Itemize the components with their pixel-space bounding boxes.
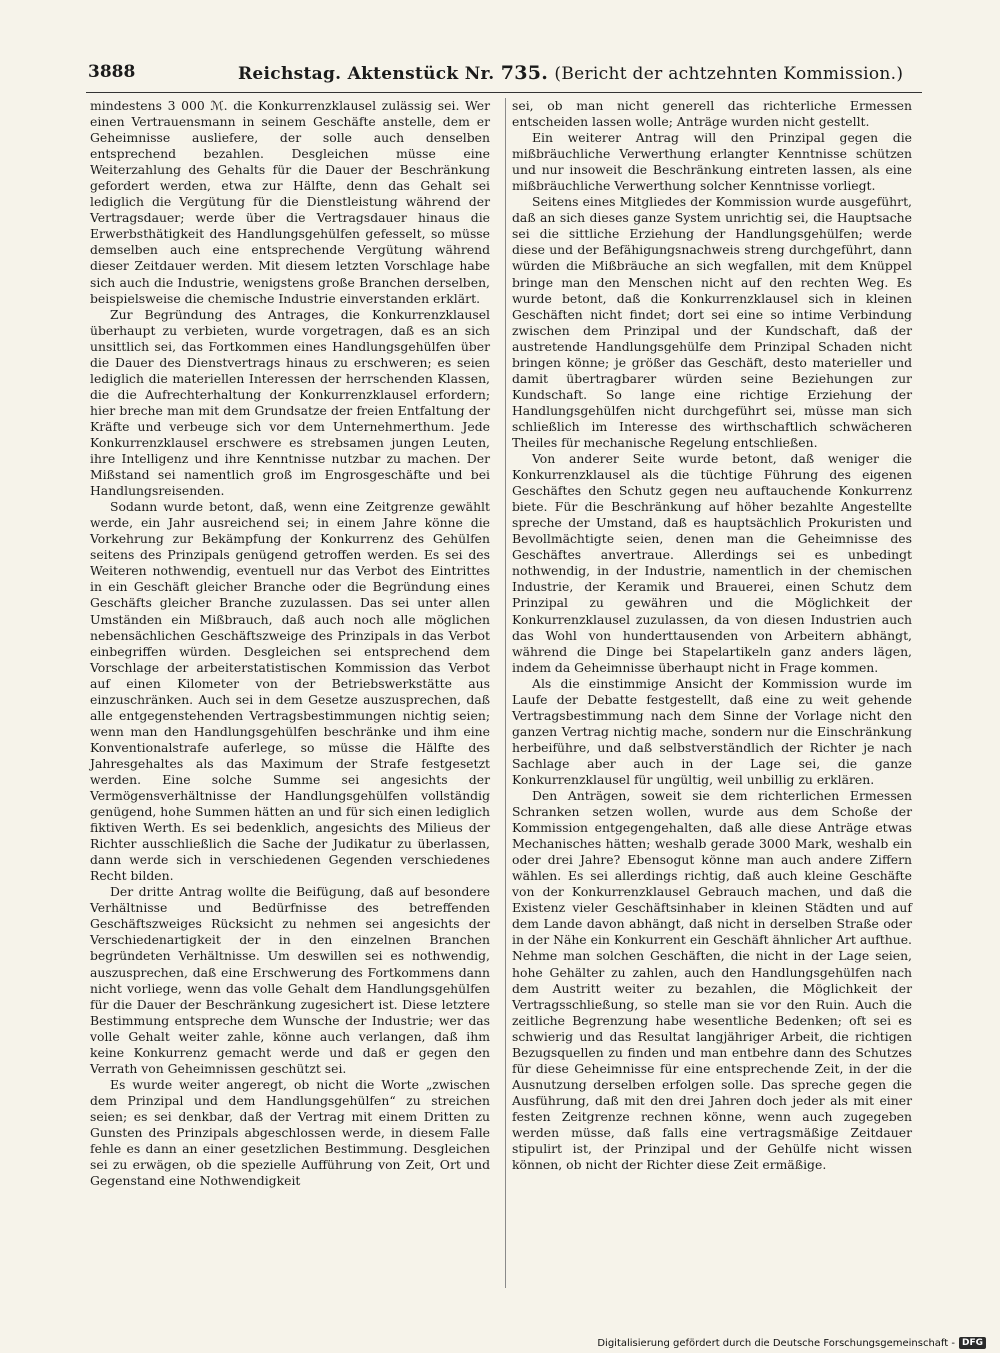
paragraph: Sodann wurde betont, daß, wenn eine Zeitgrenze gewählt werde, ein Jahr ausreichend sei; in einem Jahre könne die Vorkehrung zur Bekämpfung der Konkurrenz des Gehülfen seitens des Prinzipals genügend getroffen werden. Es sei des Weiteren nothwendig, eventuell nur das Verbot des Eintrittes in ein Geschäft gleicher Branche oder die Begründung eines Geschäfts gleicher Branche zuzulassen. Das sei unter allen Umständen ein Mißbrauch, daß auch noch alle möglichen nebensächlichen Geschäftszweige des Prinzipals in das Verbot einbegriffen würden. Desgleichen sei entsprechend dem Vorschlage der arbeiterstatistischen Kommission das Verbot auf einen Kilometer von der Betriebswerkstätte aus einzuschränken. Auch sei in dem Gesetze auszusprechen, daß alle entgegenstehenden Vertragsbestimmungen nichtig seien; wenn man den Handlungsgehülfen beschränke und ihm eine Konventionalstrafe auferlege, so müsse die Hälfte des Jahresgehaltes als das Maximum der Strafe festgesetzt werden. Eine solche Summe sei angesichts der Vermögensverhältnisse der Handlungsgehülfen vollständig genügend, hohe Summen hätten an und für sich einen lediglich fiktiven Werth. Es sei bedenklich, angesichts des Milieus der Richter ausschließlich die Sache der Judikatur zu überlassen, dann werde sich in verschiedenen Gegenden verschiedenes Recht bilden. — [90, 499, 491, 884]
paragraph: Der dritte Antrag wollte die Beifügung, daß auf besondere Verhältnisse und Bedürfnisse des betreffenden Geschäftszweiges Rücksicht zu nehmen sei angesichts der Verschiedenartigkeit der in den einzelnen Branchen begründeten Verhältnisse. Um deswillen sei es nothwendig, auszusprechen, daß eine Erschwerung des Fortkommens dann nicht vorliege, wenn das volle Gehalt dem Handlungsgehülfen für die Dauer der Beschränkung zugesichert ist. Diese letztere Bestimmung entspreche dem Wunsche der Industrie; wer das volle Gehalt weiter zahle, könne auch verlangen, daß ihm keine Konkurrenz gemacht werde und daß er gegen den Verrath von Geheimnissen geschützt sei. — [90, 884, 490, 1076]
paragraph: Es wurde weiter angeregt, ob nicht die Worte „zwischen dem Prinzipal und dem Handlungsgehülfen“ zu streichen seien; es sei denkbar, daß der Vertrag mit einem Dritten zu Gunsten des Prinzipals abgeschlossen werde, in diesem Falle fehle es dann an einer gesetzlichen Bestimmung. Desgleichen sei zu erwägen, ob die spezielle Aufführung von Zeit, Ort und Gegenstand eine Nothwendigkeit — [90, 1076, 490, 1189]
paragraph: mindestens 3 000 ℳ. die Konkurrenzklausel zulässig sei. Wer einen Vertrauensmann in seinem Geschäfte anstelle, dem er Geheimnisse ausliefere, der solle auch denselben entsprechend bezahlen. Desgleichen müsse eine Weiterzahlung des Gehalts für die Dauer der Beschränkung gefordert werden, etwa zur Hälfte, denn das Gehalt sei lediglich die Vergütung für die Dienstleistung während der Vertragsdauer; werde über die Vertragsdauer hinaus die Erwerbsthätigkeit des Handlungsgehülfen gefesselt, so müsse demselben auch eine entsprechende Vergütung während dieser Zeitdauer werden. Mit diesem letzten Vorschlage habe sich auch die Industrie, wenigstens große Branchen derselben, beispielsweise die chemische Industrie einverstanden erklärt. — [90, 98, 490, 306]
running-title — [238, 62, 903, 84]
paragraph: Als die einstimmige Ansicht der Kommission wurde im Laufe der Debatte festgestellt, daß eine zu weit gehende Vertragsbestimmung nach dem Sinne der Vorlage nicht den ganzen Vertrag nichtig mache, sondern nur die Einschränkung herbeiführe, und daß selbstverständlich der Richter je nach Sachlage aber auch in der Lage sei, die ganze Konkurrenzklausel für ungültig, weil unbillig zu erklären. — [512, 675, 912, 787]
running-title-text: Reichstag. Aktenstück Nr. — [238, 64, 495, 84]
paragraph: Zur Begründung des Antrages, die Konkurrenzklausel überhaupt zu verbieten, wurde vorgetragen, daß es an sich unsittlich sei, das Fortkommen eines Handlungsgehülfen über die Dauer des Dienstvertrags hinaus zu erschweren; es seien lediglich die materiellen Interessen der herrschenden Klassen, die die Aufrechterhaltung der Konkurrenzklausel erfordern; hier breche man mit dem Grundsatze der freien Entfaltung der Kräfte und verbeuge sich vor dem Unternehmerthum. Jede Konkurrenzklausel erschwere es strebsamen jungen Leuten, ihre Intelligenz und ihre Kenntnisse nutzbar zu machen. Der Mißstand sei namentlich groß im Engrosgeschäfte und bei Handlungsreisenden. — [90, 306, 490, 499]
digitization-credit — [597, 1337, 986, 1349]
page-header — [88, 60, 918, 88]
paragraph: sei, ob man nicht generell das richterliche Ermessen entscheiden lassen wolle; Anträge wurden nicht gestellt. — [512, 98, 912, 130]
paragraph: Den Anträgen, soweit sie dem richterlichen Ermessen Schranken setzen wollen, wurde aus dem Schoße der Kommission entgegengehalten, daß alle diese Anträge etwas Mechanisches hätten; weshalb gerade 3000 Mark, weshalb ein oder drei Jahre? Ebensogut könne man auch andere Ziffern wählen. Es sei allerdings richtig, daß auch kleine Geschäfte von der Konkurrenzklausel Gebrauch machen, und daß die Existenz vieler Geschäftsinhaber in kleinen Städten und auf dem Lande davon abhängt, daß nicht in derselben Straße oder in der Nähe ein Konkurrent ein Geschäft ähnlicher Art aufthue. Nehme man solchen Geschäften, die nicht in der Lage seien, hohe Gehälter zu zahlen, auch den Handlungsgehülfen nach dem Austritt weiter zu bezahlen, die Möglichkeit der Vertragsschließung, so stelle man sie vor den Ruin. Auch die zeitliche Begrenzung habe wesentliche Bedenken; oft sei es schwierig und das Resultat langjähriger Arbeit, die richtigen Bezugsquellen zu finden und man entbehre dann des Schutzes für diese Geheimnisse für eine entsprechende Zeit, in der die Ausnutzung derselben erfolgen solle. Das spreche gegen die Ausführung, daß mit den drei Jahren doch jeder als mit einer festen Zeitgrenze rechnen könne, wenn auch zugegeben werden müsse, daß falls eine vertragsmäßige Zeitdauer stipulirt ist, der Prinzipal und der Gehülfe nicht wissen können, ob nicht der Richter diese Zeit ermäßige. — [512, 788, 912, 1173]
section-title: (Bericht der achtzehnten Kommission.) — [554, 64, 904, 84]
paragraph: Von anderer Seite wurde betont, daß weniger die Konkurrenzklausel als die tüchtige Führung des eigenen Geschäftes den Schutz gegen neu auftauchende Konkurrenz biete. Für die Beschränkung auf höher bezahlte Angestellte spreche der Umstand, daß es hauptsächlich Prokuristen und Bevollmächtigte seien, denen man die Geheimnisse des Geschäftes anvertraue. Allerdings sei es unbedingt nothwendig, in der Industrie, namentlich in der chemischen Industrie, der Keramik und Brauerei, einen Schutz dem Prinzipal zu gewähren und die Möglichkeit der Konkurrenzklausel zuzulassen, da von diesen Industrien auch das Wohl von hunderttausenden von Arbeitern abhängt, während die Dinge bei Stapelartikeln ganz anders lägen, indem da Geheimnisse überhaupt nicht in Frage kommen. — [512, 451, 912, 675]
header-rule — [86, 92, 922, 93]
paragraph: Seitens eines Mitgliedes der Kommission wurde ausgeführt, daß an sich dieses ganze System unrichtig sei, die Hauptsache sei die sittliche Erziehung der Handlungsgehülfen; werde diese und der Befähigungsnachweis streng durchgeführt, dann würden die Mißbräuche an sich wegfallen, mit dem Knüppel bringe man den Menschen nicht auf den rechten Weg. Es wurde betont, daß die Konkurrenzklausel sich in kleinen Geschäften nicht findet; dort sei eine so intime Verbindung zwischen dem Prinzipal und der Kundschaft, daß der austretende Handlungsgehülfe dem Prinzipal Schaden nicht bringen könne; je größer das Geschäft, desto materieller und damit übertragbarer würden seine Beziehungen zur Kundschaft. So lange eine richtige Erziehung der Handlungsgehülfen nicht durchgeführt sei, müsse man sich schließlich im Interesse des wirthschaftlich schwächeren Theiles für mechanische Regelung entschließen. — [512, 194, 912, 450]
dfg-logo: DFG — [959, 1337, 986, 1349]
document-number: 735. — [500, 62, 549, 84]
credit-text: Digitalisierung gefördert durch die Deutsche Forschungsgemeinschaft - — [597, 1337, 955, 1349]
paragraph: Ein weiterer Antrag will den Prinzipal gegen die mißbräuchliche Verwerthung erlangter Kenntnisse schützen und nur insoweit die Beschränkung eintreten lassen, als eine mißbräuchliche Verwerthung solcher Kenntnisse vorliegt. — [512, 130, 912, 194]
right-column — [512, 98, 912, 1173]
page-number: 3888 — [88, 62, 136, 82]
column-divider — [505, 98, 506, 1288]
left-column — [90, 98, 490, 1189]
